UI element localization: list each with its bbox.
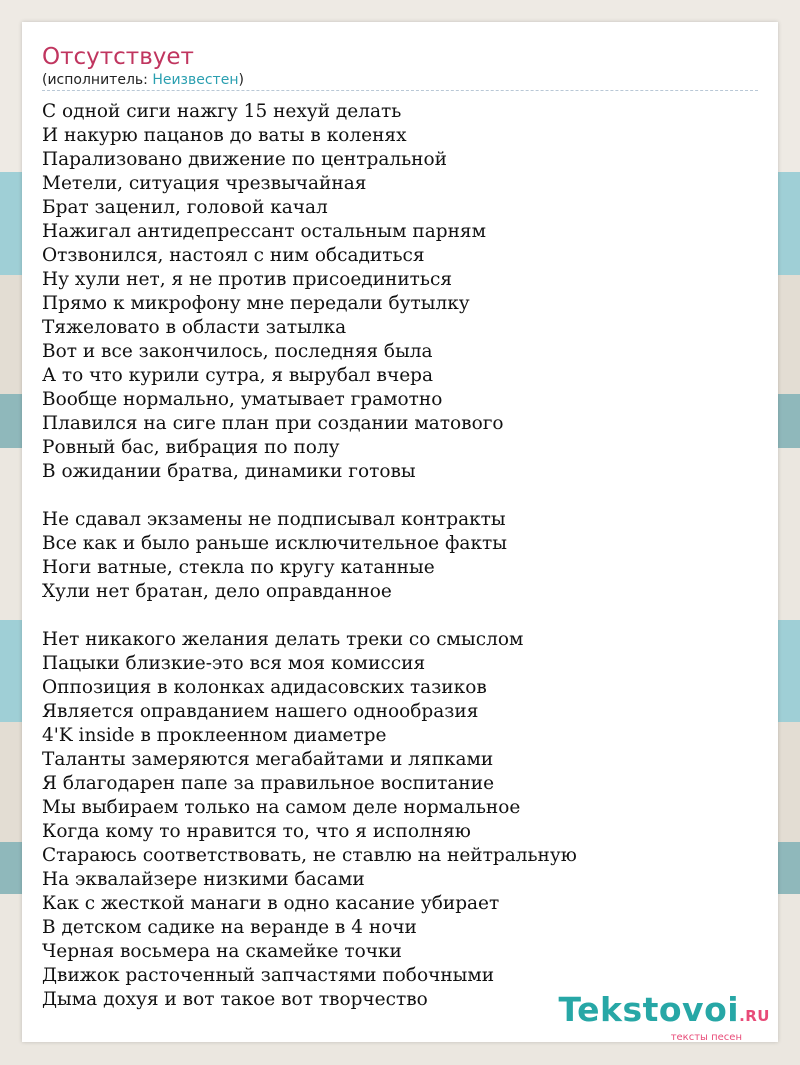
- title-divider: [42, 90, 758, 91]
- lyric-line: С одной сиги нажгу 15 нехуй делать: [42, 101, 402, 122]
- lyric-line: Парализовано движение по центральной: [42, 149, 447, 170]
- lyric-line: Не сдавал экзамены не подписывал контракты: [42, 509, 506, 530]
- logo-tagline: тексты песен: [670, 1032, 742, 1043]
- lyric-line: Я благодарен папе за правильное воспитание: [42, 773, 495, 794]
- lyric-line: Как с жесткой манаги в одно касание убирает: [42, 893, 500, 914]
- lyric-line: Таланты замеряются мегабайтами и ляпками: [42, 749, 494, 770]
- lyric-line: Является оправданием нашего однообразия: [42, 701, 479, 722]
- lyric-line: Вообще нормально, уматывает грамотно: [42, 389, 443, 410]
- song-title: Отсутствует: [42, 44, 194, 70]
- lyric-line: Движок расточенный запчастями побочными: [42, 965, 495, 986]
- stanza-break: [42, 484, 762, 508]
- lyric-line: Мы выбираем только на самом деле нормальное: [42, 797, 521, 818]
- lyric-line: Отзвонился, настоял с ним обсадиться: [42, 245, 425, 266]
- lyric-line: Дыма дохуя и вот такое вот творчество: [42, 989, 428, 1010]
- lyric-line: В детском садике на веранде в 4 ночи: [42, 917, 417, 938]
- lyric-line: И накурю пацанов до ваты в коленях: [42, 125, 407, 146]
- lyric-line: Пацыки близкие-это вся моя комиссия: [42, 653, 426, 674]
- lyric-line: Все как и было раньше исключительное факты: [42, 533, 507, 554]
- lyric-line: Брат заценил, головой качал: [42, 197, 328, 218]
- artist-line: [42, 71, 244, 89]
- lyric-line: Ну хули нет, я не против присоединиться: [42, 269, 453, 290]
- lyric-line: Метели, ситуация чрезвычайная: [42, 173, 367, 194]
- lyric-line: Вот и все закончилось, последняя была: [42, 341, 433, 362]
- lyric-line: Нажигал антидепрессант остальным парням: [42, 221, 486, 242]
- lyric-line: На эквалайзере низкими басами: [42, 869, 365, 890]
- stanza: [42, 100, 762, 484]
- lyrics-card: [22, 22, 778, 1042]
- lyric-line: В ожидании братва, динамики готовы: [42, 461, 416, 482]
- logo-wordmark: [558, 990, 770, 1033]
- lyric-line: Хули нет братан, дело оправданное: [42, 581, 392, 602]
- lyric-line: А то что курили сутра, я вырубал вчера: [42, 365, 434, 386]
- stanza-break: [42, 604, 762, 628]
- logo-domain: .RU: [739, 1007, 770, 1025]
- lyric-line: Оппозиция в колонках адидасовских тазиков: [42, 677, 487, 698]
- lyric-line: Прямо к микрофону мне передали бутылку: [42, 293, 470, 314]
- lyric-line: Тяжеловато в области затылка: [42, 317, 347, 338]
- artist-prefix: (исполнитель:: [42, 72, 153, 88]
- lyric-line: Плавился на сиге план при создании матового: [42, 413, 504, 434]
- lyric-line: 4'K inside в проклеенном диаметре: [42, 725, 387, 746]
- logo-name: Tekstovoi: [558, 990, 740, 1029]
- lyric-line: Стараюсь соответствовать, не ставлю на нейтральную: [42, 845, 577, 866]
- lyric-line: Ноги ватные, стекла по кругу катанные: [42, 557, 435, 578]
- stanza: [42, 508, 762, 604]
- artist-suffix: ): [238, 72, 244, 88]
- lyric-line: Нет никакого желания делать треки со смыслом: [42, 629, 524, 650]
- lyric-line: Ровный бас, вибрация по полу: [42, 437, 340, 458]
- lyric-line: Когда кому то нравится то, что я исполняю: [42, 821, 471, 842]
- artist-link[interactable]: Неизвестен: [152, 72, 239, 88]
- stanza: [42, 628, 762, 1012]
- lyric-line: Черная восьмера на скамейке точки: [42, 941, 402, 962]
- lyrics-text: [42, 100, 762, 1012]
- site-logo[interactable]: [558, 990, 770, 1043]
